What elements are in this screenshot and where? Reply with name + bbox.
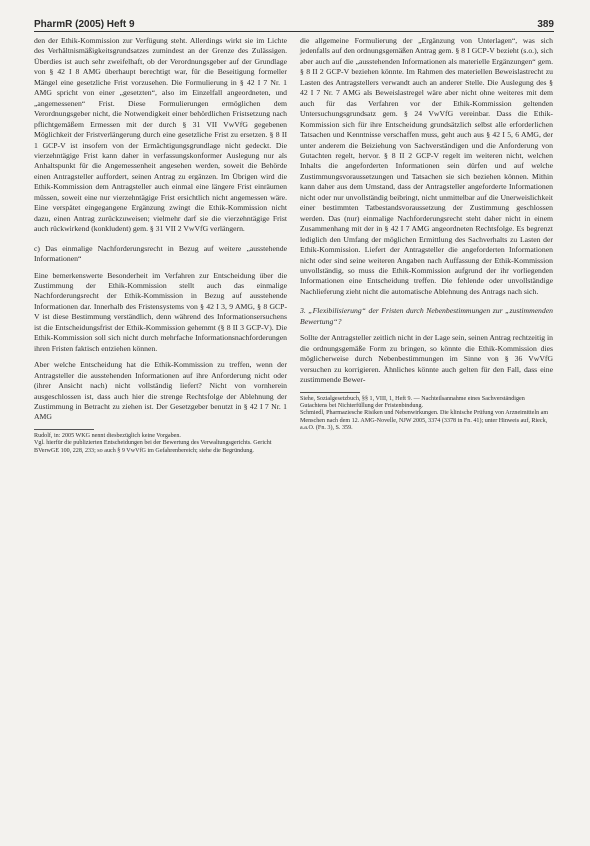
footnote: Schmiedl, Pharmaziesche Risiken und Nebenwirkungen. Die klinische Prüfung von Arzneimitteln am Menschen nach dem 12. AMG-Novelle, NJW 2005, 3374 (3378 in Fn. 41); unter Hinweis auf, Rieck, a.a.O. (Fn. 3), S. 359. [300,410,549,432]
paragraph: Aber welche Entscheidung hat die Ethik-Kommission zu treffen, wenn der Antragsteller die ausstehenden Informationen auf ihre Anforderung nicht oder (ihrer Ansicht nach) nicht vollständig liefert? Nicht von vornherein ausgeschlossen ist, dass auch hier die strenge Rechtsfolge der Ablehnung der Zustimmung in Betracht zu ziehen ist. Der Gesetzgeber benutzt in § 42 I 7 Nr. 1 AMG [34,360,287,422]
page-number: 389 [537,19,554,30]
paragraph: den der Ethik-Kommission zur Verfügung steht. Allerdings wirkt sie im Lichte des Verhältnismäßigkeitsgrundsatzes zumindest an der Grenze des Zulässigen. Überdies ist auch sehr zweifelhaft, ob der Verordnungsgeber auf der Grundlage von § 42 I 8 AMG überhaupt berechtigt war, für die Beseitigung formeller Mängel eine gesetzliche Frist vorzusehen. Die Formulierung in § 42 I 7 Nr. 1 AMG spricht von einer „gesetzten“, also im Einzelfall angeordneten, und „angemessenen“ Frist. Diese Formulierungen ermöglichen dem Verordnungsgeber nicht, die Notwendigkeit einer behördlichen Fristsetzung nach pflichtgemäßem Ermessen mit der durch § 31 VII VwVfG gegebenen Möglichkeit der Fristverlängerung durch eine gesetzliche Frist zu ersetzen. § 8 II 1 GCP-V ist insofern von der Ermächtigungsgrundlage nicht gedeckt. Die vierzehntägige Frist kann daher in verfassungskonformer Auslegung nur als Anhaltspunkt für die Angemessenheit angesehen werden, soweit die Behörde einen Antragsteller auffordert, seinen Antrag zu ergänzen. Im Übrigen wird die Ethik-Kommission dem Antragsteller auch einmal eine längere Frist einräumen müssen, soweit eine nur vierzehntägige Frist ersichtlich nicht angemessen wäre. Eine verspätet eingegangene Ergänzung zwingt die Ethik-Kommission nicht dazu, einen Antrag zurückzuweisen; vielmehr darf sie die vierzehntägige Frist auch rückwirkend (konkludent) gem. § 31 VII 2 VwVfG verlängern. [34,36,287,234]
header-rule [34,31,554,32]
footnote: Siehe, Sozialgesetzbuch, §§ 1, VIII, 1, Heft 9. — Nachteilsannahme eines Sachverständigen Gutachtens bei Nichterfüllung der Fristenbindung. [300,395,525,409]
right-column [300,36,553,433]
paragraph: Sollte der Antragsteller zeitlich nicht in der Lage sein, seinen Antrag rechtzeitig in die ordnungsgemäße Form zu bringen, so könnte die Ethik-Kommission dies möglicherweise durch Nebenbestimmungen im Sinne von § 36 VwVfG versuchen zu korrigieren. Ähnliches könnte auch gelten für den Fall, dass eine zustimmende Bewer- [300,333,553,385]
footnote: Rudolf, in: 2005 WKG nennt diesbezüglich keine Vorgaben. [34,432,181,439]
left-column [34,36,287,455]
footnote-rule [34,429,94,430]
section-heading: c) Das einmalige Nachforderungsrecht in Bezug auf weitere „ausstehende Informationen“ [34,243,287,264]
footnote-rule [300,392,360,393]
paragraph: die allgemeine Formulierung der „Ergänzung von Unterlagen“, was sich jedenfalls auf den ordnungsgemäßen Antrag gem. § 8 I GCP-V bezieht (s.o.), sich aber auch auf die „ausstehenden Informationen als materielle Ergänzungen“ gem. § 8 II 2 GCP-V beziehen könnte. Im Rahmen des materiellen Beweislastrecht zu Lasten des Antragstellers verwandt auch an anderer Stelle. Die Auslegung des § 42 I 7 Nr. 7 AMG als Beweislastregel wäre aber nicht ohne weiteres mit dem auch für das Verfahren vor der Ethik-Kommission geltenden Untersuchungsgrundsatz gem. § 24 VwVfG vereinbar. Dass die Ethik-Kommission sich für ihre Entscheidung grundsätzlich selbst alle erforderlichen Tatsachen und Kenntnisse verschaffen muss, geht auch aus § 42 I 5, 6 AMG, der unter anderem die Beiziehung von Sachverständigen und die Anforderung von Gutachten regelt, hervor. § 8 II 2 GCP-V regelt im weiteren nicht, welchen Inhalts die angeforderten Informationen sein dürfen und auf welche Zustimmungsvoraussetzungen und Tatsachen sie sich beziehen können. Mithin kann daher aus dem Umstand, dass der Antragsteller angeforderte Informationen nicht oder nur unvollständig beibringt, nicht unmittelbar auf die Unerweislichkeit einer bestimmten Tatbestandsvoraussetzung der Zustimmung geschlossen werden. Das (nur) einmalige Nachforderungsrecht steht daher nicht in einem Zusammenhang mit der in § 42 I 7 AMG angeordneten Rechtsfolge. Es begrenzt lediglich den Umfang der möglichen Ermittlung des Sachverhalts zu Lasten der Ethik-Kommission. Liefert der Antragsteller die angeforderten Informationen nicht oder sind seine weiteren Angaben nach Auffassung der Ethik-Kommission unvollständig, so muss die Ethik-Kommission aufgrund der ihr vorliegenden Informationen eine Entscheidung treffen. Die fehlende oder unvollständige Nachlieferung zieht nicht die automatische Ablehnung des Antrags nach sich. [300,36,553,296]
footnote: Vgl. hierfür die publizierten Entscheidungen bei der Bewertung des Verwaltungsgerichts. Gericht BVerwGE 100, 228, 233; so auch § 9 VwVfG im Gefahrenbereich; siehe die Begründung. [34,440,272,454]
journal-title: PharmR (2005) Heft 9 [34,19,135,30]
section-heading: 3. „Flexibilisierung“ der Fristen durch Nebenbestimmungen zur „zustimmenden Bewertung“? [300,306,553,326]
paragraph: Eine bemerkenswerte Besonderheit im Verfahren zur Entscheidung über die Zustimmung der Ethik-Kommission stellt auch das einmalige Nachforderungsrecht der Ethik-Kommission in Bezug auf ausstehende Informationen dar. Innerhalb des Fristensystems von § 42 I 3, 9 AMG, § 8 GCP-V ist diese Bestimmung verständlich, denn während des Informationsersuchens ist die Entscheidungsfrist der Ethik-Kommission gehemmt (§ 8 II 3 GCP-V). Die Ethik-Kommission soll sich nicht durch mehrfache Informationsnachforderungen ihren Fristen faktisch entziehen können. [34,270,287,353]
